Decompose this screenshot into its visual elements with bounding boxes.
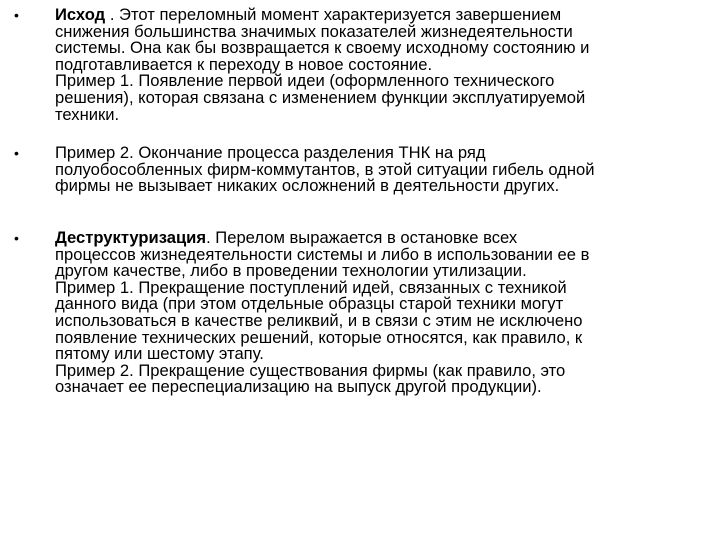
text-line: процессов жизнедеятельности системы и либо в использовании ее в bbox=[55, 244, 590, 264]
text-line: использоваться в качестве реликвий, и в связи с этим не исключено bbox=[55, 310, 583, 330]
text-line: появление технических решений, которые относятся, как правило, к bbox=[55, 327, 583, 347]
text-line: означает ее переспециализацию на выпуск другой продукции). bbox=[55, 377, 542, 397]
text-line: решения), которая связана с изменением функции эксплуатируемой bbox=[55, 87, 586, 107]
bullet-text bbox=[55, 7, 705, 123]
text-line: техники. bbox=[55, 104, 120, 124]
bullet-marker: • bbox=[14, 145, 19, 161]
term-label: Исход bbox=[55, 5, 106, 24]
text-line: Пример 1. Прекращение поступлений идей, связанных с техникой bbox=[55, 277, 567, 297]
text-line: другом качестве, либо в проведении технологии утилизации. bbox=[55, 261, 527, 281]
bullet-marker: • bbox=[14, 7, 19, 23]
bullet-marker: • bbox=[14, 230, 19, 246]
text-line: Исход . Этот переломный момент характеризуется завершением bbox=[55, 5, 562, 24]
text-line: Пример 2. Прекращение существования фирмы (как правило, это bbox=[55, 360, 566, 380]
text-line: полуобособленных фирм-коммутантов, в этой ситуации гибель одной bbox=[55, 159, 595, 179]
term-label: Деструктуризация bbox=[55, 228, 207, 247]
text-line: пятому или шестому этапу. bbox=[55, 344, 264, 364]
text-line: Пример 2. Окончание процесса разделения ТНК на ряд bbox=[55, 143, 486, 162]
text-line: подготавливается к переходу в новое состояние. bbox=[55, 54, 433, 74]
text-line: данного вида (при этом отдельные образцы старой техники могут bbox=[55, 294, 564, 314]
text-line: Деструктуризация. Перелом выражается в остановке всех bbox=[55, 228, 518, 247]
text-line: фирмы не вызывает никаких осложнений в деятельности других. bbox=[55, 176, 560, 196]
text-line: Пример 1. Появление первой идеи (оформленного технического bbox=[55, 71, 555, 91]
bullet-text bbox=[55, 230, 705, 396]
text-line: системы. Она как бы возвращается к своему исходному состоянию и bbox=[55, 38, 590, 58]
text-line: снижения большинства значимых показателей жизнедеятельности bbox=[55, 21, 573, 41]
bullet-text bbox=[55, 145, 705, 195]
